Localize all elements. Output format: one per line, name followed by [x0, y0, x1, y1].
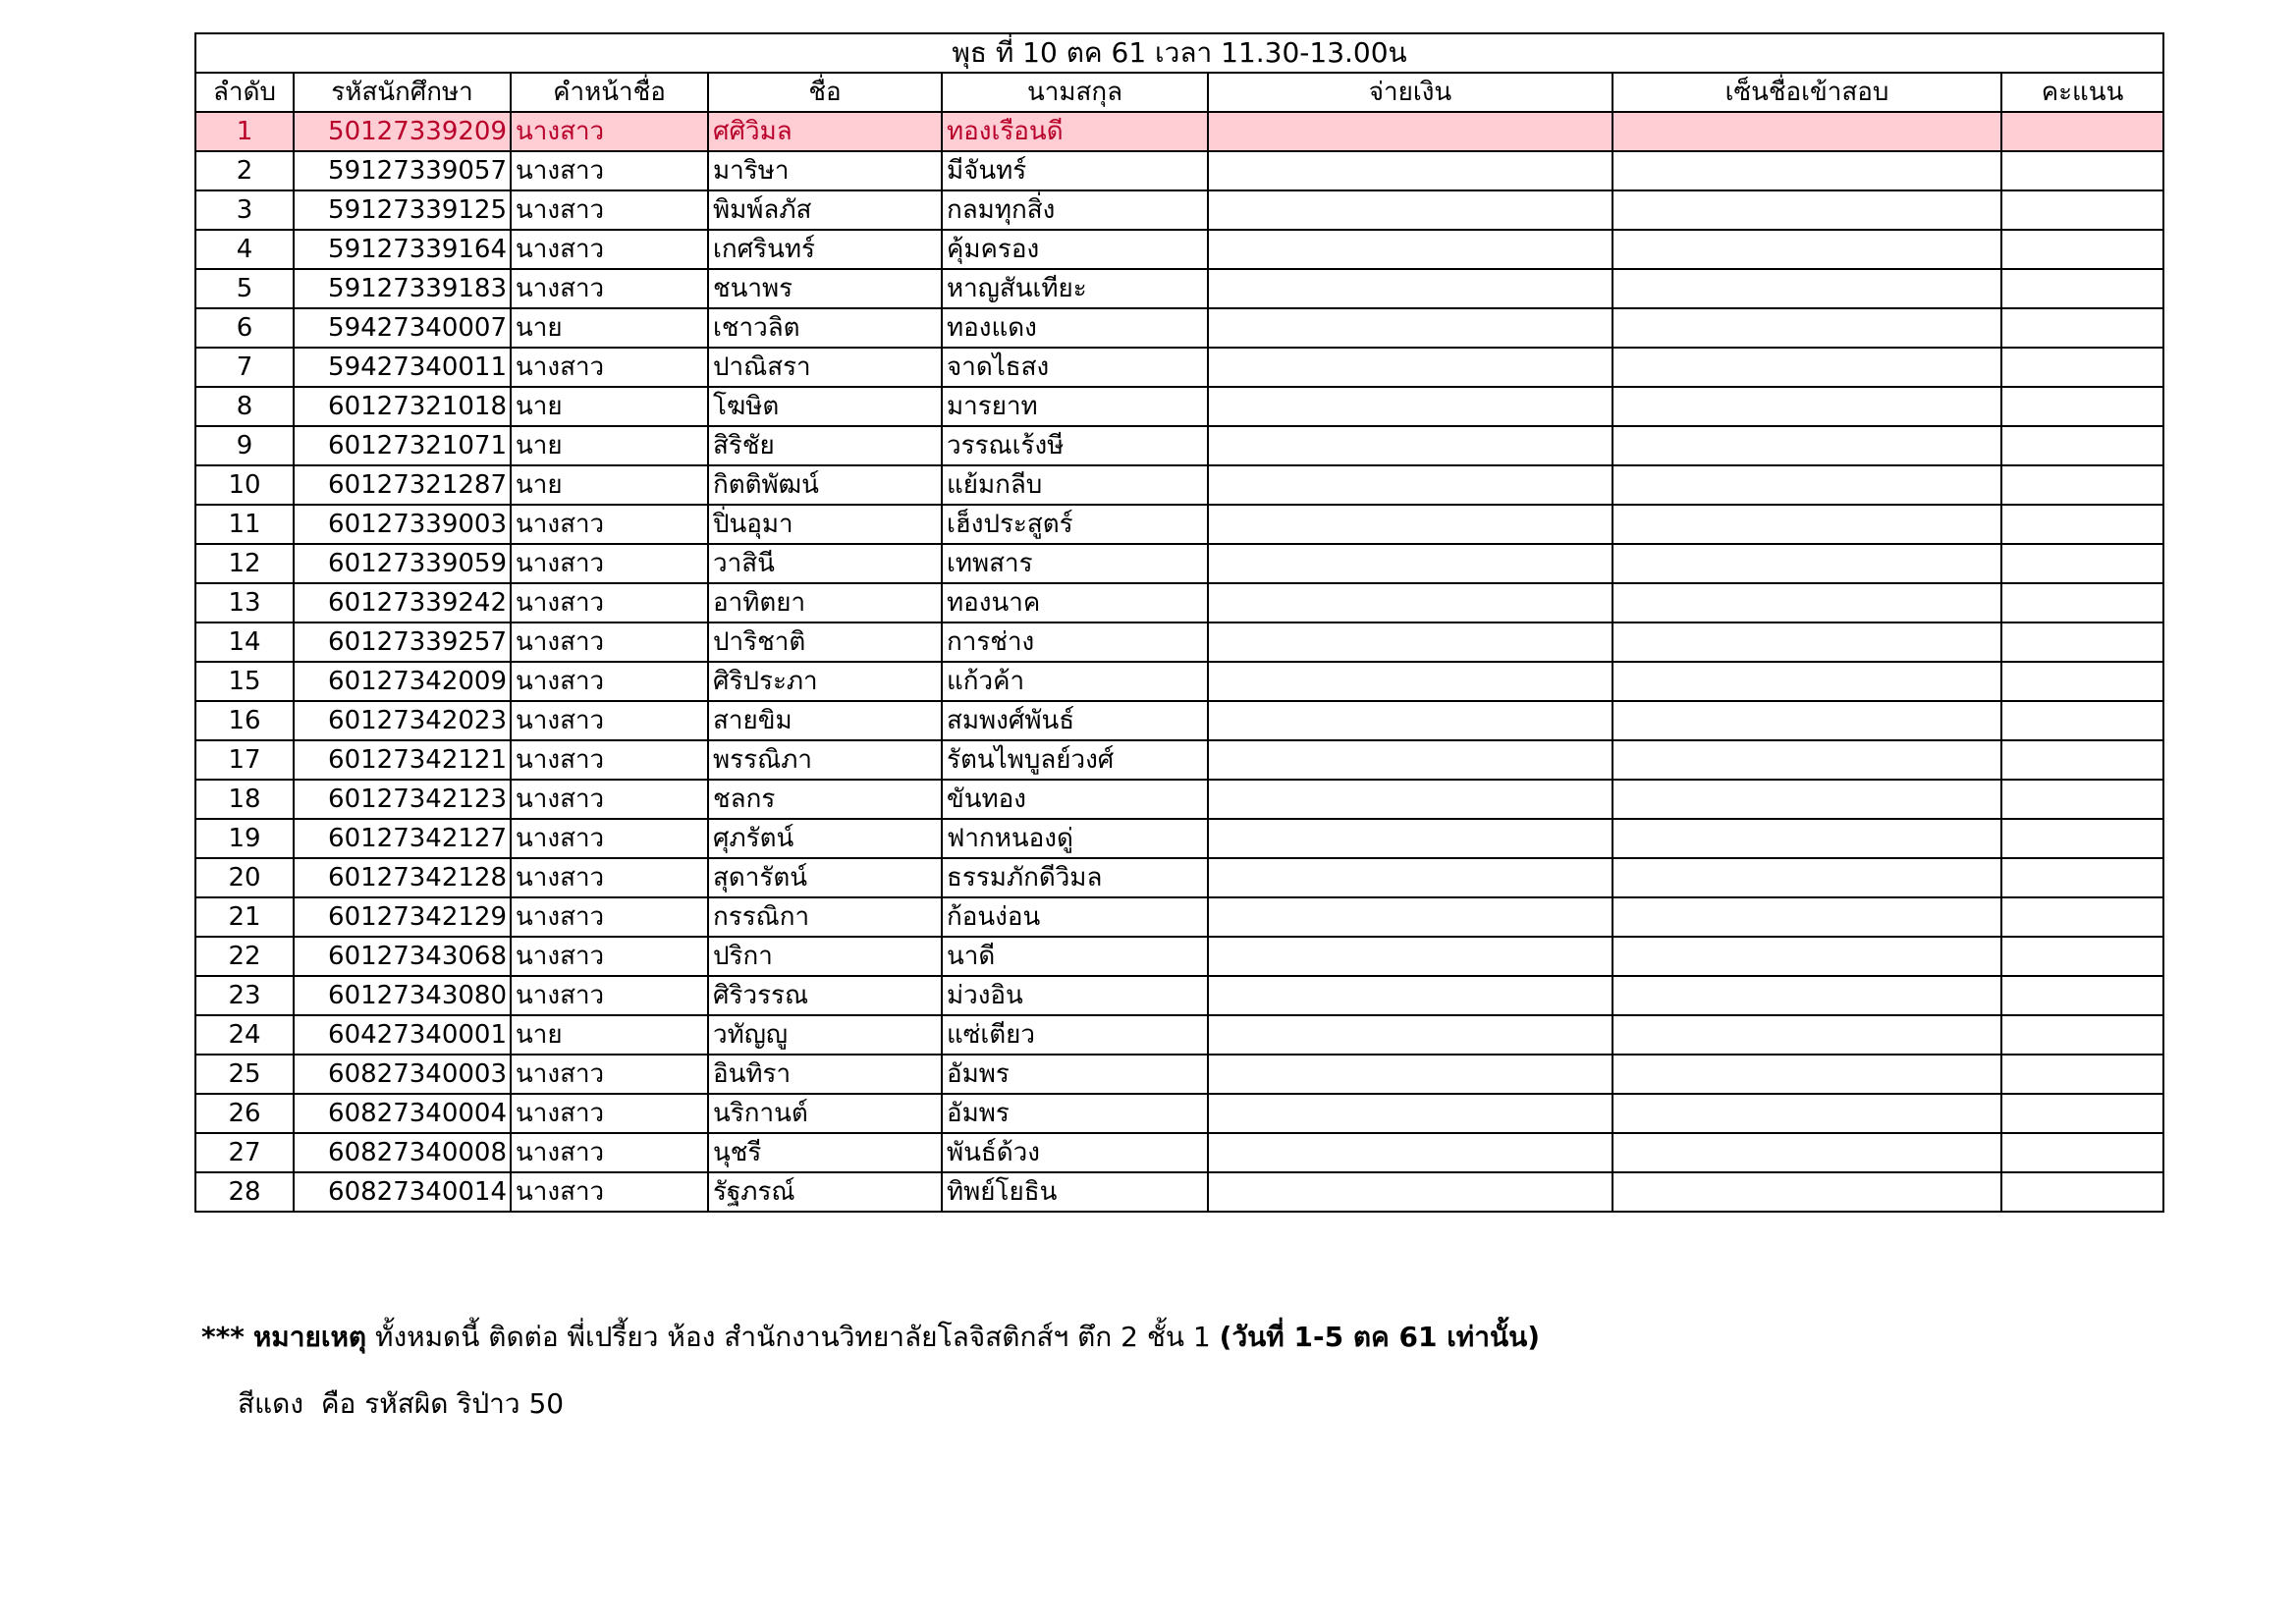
last-name: มีจันทร์	[942, 151, 1208, 190]
score-cell	[2001, 544, 2163, 583]
first-name: ชลกร	[708, 780, 942, 819]
first-name: ชนาพร	[708, 269, 942, 308]
signature-cell	[1613, 1055, 2001, 1094]
name-prefix: นางสาว	[511, 897, 708, 937]
payment-cell	[1208, 897, 1613, 937]
payment-cell	[1208, 544, 1613, 583]
signature-cell	[1613, 858, 2001, 897]
last-name: เทพสาร	[942, 544, 1208, 583]
payment-cell	[1208, 505, 1613, 544]
payment-cell	[1208, 112, 1613, 151]
name-prefix: นาย	[511, 308, 708, 348]
signature-cell	[1613, 269, 2001, 308]
last-name: รัตนไพบูลย์วงศ์	[942, 740, 1208, 780]
student-id: 60827340004	[294, 1094, 511, 1133]
name-prefix: นาย	[511, 465, 708, 505]
payment-cell	[1208, 740, 1613, 780]
table-row	[195, 505, 2163, 544]
table-row	[195, 190, 2163, 230]
payment-cell	[1208, 976, 1613, 1015]
score-cell	[2001, 269, 2163, 308]
exam-roster-table	[194, 32, 2164, 1213]
table-row	[195, 308, 2163, 348]
score-cell	[2001, 623, 2163, 662]
last-name: คุ้มครอง	[942, 230, 1208, 269]
score-cell	[2001, 858, 2163, 897]
student-id: 60827340014	[294, 1172, 511, 1212]
remark-note	[201, 1318, 1540, 1357]
table-row	[195, 858, 2163, 897]
legend-text: คือ รหัสผิด ริป่าว 50	[320, 1387, 565, 1420]
name-prefix: นางสาว	[511, 505, 708, 544]
signature-cell	[1613, 151, 2001, 190]
student-id: 60127343068	[294, 937, 511, 976]
last-name: แซ่เตียว	[942, 1015, 1208, 1055]
payment-cell	[1208, 583, 1613, 623]
row-number: 18	[195, 780, 294, 819]
student-id: 60127343080	[294, 976, 511, 1015]
last-name: อัมพร	[942, 1055, 1208, 1094]
table-row	[195, 387, 2163, 426]
last-name: อัมพร	[942, 1094, 1208, 1133]
score-cell	[2001, 1015, 2163, 1055]
header-prefix: คำหน้าชื่อ	[511, 73, 708, 112]
payment-cell	[1208, 230, 1613, 269]
table-row	[195, 1015, 2163, 1055]
table-row	[195, 937, 2163, 976]
name-prefix: นางสาว	[511, 858, 708, 897]
row-number: 25	[195, 1055, 294, 1094]
last-name: ก้อนง่อน	[942, 897, 1208, 937]
last-name: เฮ็งประสูตร์	[942, 505, 1208, 544]
last-name: ธรรมภักดีวิมล	[942, 858, 1208, 897]
name-prefix: นาย	[511, 1015, 708, 1055]
first-name: กิตติพัฒน์	[708, 465, 942, 505]
color-legend	[238, 1384, 564, 1424]
table-row	[195, 151, 2163, 190]
payment-cell	[1208, 1133, 1613, 1172]
last-name: มารยาท	[942, 387, 1208, 426]
first-name: พิมพ์ลภัส	[708, 190, 942, 230]
student-id: 59127339164	[294, 230, 511, 269]
student-id: 60127339003	[294, 505, 511, 544]
name-prefix: นางสาว	[511, 780, 708, 819]
first-name: เกศรินทร์	[708, 230, 942, 269]
score-cell	[2001, 465, 2163, 505]
first-name: สิริชัย	[708, 426, 942, 465]
last-name: จาดไธสง	[942, 348, 1208, 387]
payment-cell	[1208, 1055, 1613, 1094]
signature-cell	[1613, 819, 2001, 858]
first-name: ศศิวิมล	[708, 112, 942, 151]
row-number: 3	[195, 190, 294, 230]
score-cell	[2001, 740, 2163, 780]
signature-cell	[1613, 465, 2001, 505]
student-id: 60127339242	[294, 583, 511, 623]
name-prefix: นางสาว	[511, 583, 708, 623]
payment-cell	[1208, 151, 1613, 190]
table-row	[195, 976, 2163, 1015]
student-id: 60827340008	[294, 1133, 511, 1172]
roster-body	[195, 112, 2163, 1212]
table-row	[195, 662, 2163, 701]
student-id: 60127339257	[294, 623, 511, 662]
row-number: 16	[195, 701, 294, 740]
name-prefix: นางสาว	[511, 623, 708, 662]
first-name: โฆษิต	[708, 387, 942, 426]
table-row	[195, 426, 2163, 465]
score-cell	[2001, 112, 2163, 151]
payment-cell	[1208, 465, 1613, 505]
table-row	[195, 269, 2163, 308]
payment-cell	[1208, 1015, 1613, 1055]
table-row	[195, 230, 2163, 269]
student-id: 60827340003	[294, 1055, 511, 1094]
student-id: 60127342127	[294, 819, 511, 858]
row-number: 20	[195, 858, 294, 897]
row-number: 14	[195, 623, 294, 662]
table-row	[195, 544, 2163, 583]
score-cell	[2001, 583, 2163, 623]
table-row	[195, 348, 2163, 387]
table-row	[195, 897, 2163, 937]
row-number: 17	[195, 740, 294, 780]
name-prefix: นางสาว	[511, 1055, 708, 1094]
score-cell	[2001, 937, 2163, 976]
row-number: 11	[195, 505, 294, 544]
first-name: ปิ่นอุมา	[708, 505, 942, 544]
first-name: วทัญญู	[708, 1015, 942, 1055]
score-cell	[2001, 151, 2163, 190]
score-cell	[2001, 387, 2163, 426]
row-number: 7	[195, 348, 294, 387]
name-prefix: นางสาว	[511, 1172, 708, 1212]
signature-cell	[1613, 583, 2001, 623]
remark-text: ทั้งหมดนี้ ติดต่อ พี่เปรี้ยว ห้อง สำนักงานวิทยาลัยโลจิสติกส์ฯ ตึก 2 ชั้น 1	[375, 1321, 1211, 1353]
row-number: 15	[195, 662, 294, 701]
last-name: แย้มกลีบ	[942, 465, 1208, 505]
table-row	[195, 112, 2163, 151]
signature-cell	[1613, 112, 2001, 151]
first-name: สุดารัตน์	[708, 858, 942, 897]
first-name: ปาณิสรา	[708, 348, 942, 387]
first-name: อินทิรา	[708, 1055, 942, 1094]
row-number: 1	[195, 112, 294, 151]
name-prefix: นางสาว	[511, 544, 708, 583]
student-id: 60127321287	[294, 465, 511, 505]
student-id: 60127321018	[294, 387, 511, 426]
payment-cell	[1208, 858, 1613, 897]
header-last-name: นามสกุล	[942, 73, 1208, 112]
student-id: 50127339209	[294, 112, 511, 151]
row-number: 13	[195, 583, 294, 623]
table-row	[195, 819, 2163, 858]
name-prefix: นางสาว	[511, 740, 708, 780]
student-id: 60127339059	[294, 544, 511, 583]
signature-cell	[1613, 190, 2001, 230]
signature-cell	[1613, 976, 2001, 1015]
name-prefix: นางสาว	[511, 937, 708, 976]
signature-cell	[1613, 1015, 2001, 1055]
first-name: วาสินี	[708, 544, 942, 583]
score-cell	[2001, 1055, 2163, 1094]
name-prefix: นางสาว	[511, 701, 708, 740]
table-row	[195, 701, 2163, 740]
first-name: รัฐภรณ์	[708, 1172, 942, 1212]
column-header-row	[195, 73, 2163, 112]
signature-cell	[1613, 1133, 2001, 1172]
remark-stars: ***	[201, 1321, 245, 1353]
signature-cell	[1613, 505, 2001, 544]
row-number: 23	[195, 976, 294, 1015]
student-id: 60127342128	[294, 858, 511, 897]
first-name: กรรณิกา	[708, 897, 942, 937]
row-number: 10	[195, 465, 294, 505]
payment-cell	[1208, 701, 1613, 740]
table-row	[195, 465, 2163, 505]
name-prefix: นางสาว	[511, 819, 708, 858]
table-row	[195, 1094, 2163, 1133]
row-number: 21	[195, 897, 294, 937]
first-name: ศิริวรรณ	[708, 976, 942, 1015]
student-id: 59127339057	[294, 151, 511, 190]
row-number: 28	[195, 1172, 294, 1212]
first-name: ศิริประภา	[708, 662, 942, 701]
first-name: พรรณิภา	[708, 740, 942, 780]
signature-cell	[1613, 701, 2001, 740]
last-name: วรรณเร้งษี	[942, 426, 1208, 465]
first-name: อาทิตยา	[708, 583, 942, 623]
first-name: เชาวลิต	[708, 308, 942, 348]
student-id: 60127321071	[294, 426, 511, 465]
signature-cell	[1613, 623, 2001, 662]
name-prefix: นางสาว	[511, 348, 708, 387]
payment-cell	[1208, 308, 1613, 348]
payment-cell	[1208, 387, 1613, 426]
name-prefix: นางสาว	[511, 976, 708, 1015]
score-cell	[2001, 976, 2163, 1015]
student-id: 60127342129	[294, 897, 511, 937]
payment-cell	[1208, 1172, 1613, 1212]
name-prefix: นางสาว	[511, 662, 708, 701]
first-name: มาริษา	[708, 151, 942, 190]
row-number: 12	[195, 544, 294, 583]
payment-cell	[1208, 819, 1613, 858]
student-id: 59427340011	[294, 348, 511, 387]
signature-cell	[1613, 387, 2001, 426]
payment-cell	[1208, 780, 1613, 819]
signature-cell	[1613, 897, 2001, 937]
row-number: 5	[195, 269, 294, 308]
row-number: 19	[195, 819, 294, 858]
last-name: ทองแดง	[942, 308, 1208, 348]
last-name: ทิพย์โยธิน	[942, 1172, 1208, 1212]
row-number: 24	[195, 1015, 294, 1055]
header-payment: จ่ายเงิน	[1208, 73, 1613, 112]
payment-cell	[1208, 662, 1613, 701]
payment-cell	[1208, 623, 1613, 662]
table-row	[195, 1172, 2163, 1212]
table-row	[195, 1055, 2163, 1094]
score-cell	[2001, 308, 2163, 348]
row-number: 9	[195, 426, 294, 465]
signature-cell	[1613, 662, 2001, 701]
name-prefix: นางสาว	[511, 1133, 708, 1172]
header-first-name: ชื่อ	[708, 73, 942, 112]
row-number: 8	[195, 387, 294, 426]
payment-cell	[1208, 190, 1613, 230]
signature-cell	[1613, 426, 2001, 465]
signature-cell	[1613, 740, 2001, 780]
last-name: ทองเรือนดี	[942, 112, 1208, 151]
last-name: กลมทุกสิ่ง	[942, 190, 1208, 230]
name-prefix: นางสาว	[511, 190, 708, 230]
remark-emphasis: (วันที่ 1-5 ตค 61 เท่านั้น)	[1219, 1321, 1541, 1353]
payment-cell	[1208, 426, 1613, 465]
first-name: ศุภรัตน์	[708, 819, 942, 858]
last-name: ขันทอง	[942, 780, 1208, 819]
name-prefix: นางสาว	[511, 269, 708, 308]
score-cell	[2001, 505, 2163, 544]
row-number: 26	[195, 1094, 294, 1133]
student-id: 60127342023	[294, 701, 511, 740]
row-number: 2	[195, 151, 294, 190]
last-name: สมพงศ์พันธ์	[942, 701, 1208, 740]
header-no: ลำดับ	[195, 73, 294, 112]
score-cell	[2001, 230, 2163, 269]
name-prefix: นางสาว	[511, 112, 708, 151]
signature-cell	[1613, 780, 2001, 819]
signature-cell	[1613, 1172, 2001, 1212]
table-row	[195, 1133, 2163, 1172]
first-name: นุชรี	[708, 1133, 942, 1172]
score-cell	[2001, 1172, 2163, 1212]
legend-color-word: สีแดง	[238, 1387, 303, 1420]
header-student-id: รหัสนักศึกษา	[294, 73, 511, 112]
signature-cell	[1613, 308, 2001, 348]
first-name: สายขิม	[708, 701, 942, 740]
first-name: ปริกา	[708, 937, 942, 976]
last-name: ฟากหนองดู่	[942, 819, 1208, 858]
payment-cell	[1208, 269, 1613, 308]
name-prefix: นางสาว	[511, 230, 708, 269]
table-row	[195, 583, 2163, 623]
signature-cell	[1613, 230, 2001, 269]
signature-cell	[1613, 937, 2001, 976]
last-name: แก้วค้า	[942, 662, 1208, 701]
score-cell	[2001, 1094, 2163, 1133]
student-id: 60127342009	[294, 662, 511, 701]
last-name: หาญสันเทียะ	[942, 269, 1208, 308]
row-number: 27	[195, 1133, 294, 1172]
table-row	[195, 740, 2163, 780]
first-name: ปาริชาติ	[708, 623, 942, 662]
student-id: 60127342121	[294, 740, 511, 780]
name-prefix: นาย	[511, 387, 708, 426]
payment-cell	[1208, 1094, 1613, 1133]
last-name: ทองนาค	[942, 583, 1208, 623]
score-cell	[2001, 426, 2163, 465]
row-number: 6	[195, 308, 294, 348]
score-cell	[2001, 1133, 2163, 1172]
header-signature: เซ็นชื่อเข้าสอบ	[1613, 73, 2001, 112]
signature-cell	[1613, 544, 2001, 583]
payment-cell	[1208, 937, 1613, 976]
student-id: 59427340007	[294, 308, 511, 348]
signature-cell	[1613, 348, 2001, 387]
header-score: คะแนน	[2001, 73, 2163, 112]
score-cell	[2001, 190, 2163, 230]
last-name: ม่วงอิน	[942, 976, 1208, 1015]
remark-label: หมายเหตุ	[252, 1321, 367, 1353]
score-cell	[2001, 897, 2163, 937]
first-name: นริกานต์	[708, 1094, 942, 1133]
last-name: นาดี	[942, 937, 1208, 976]
score-cell	[2001, 819, 2163, 858]
table-row	[195, 780, 2163, 819]
score-cell	[2001, 780, 2163, 819]
exam-session-title: พุธ ที่ 10 ตค 61 เวลา 11.30-13.00น	[195, 33, 2163, 73]
signature-cell	[1613, 1094, 2001, 1133]
student-id: 59127339125	[294, 190, 511, 230]
score-cell	[2001, 701, 2163, 740]
score-cell	[2001, 662, 2163, 701]
name-prefix: นางสาว	[511, 1094, 708, 1133]
student-id: 60127342123	[294, 780, 511, 819]
student-id: 60427340001	[294, 1015, 511, 1055]
row-number: 4	[195, 230, 294, 269]
row-number: 22	[195, 937, 294, 976]
name-prefix: นางสาว	[511, 151, 708, 190]
name-prefix: นาย	[511, 426, 708, 465]
student-id: 59127339183	[294, 269, 511, 308]
table-row	[195, 623, 2163, 662]
score-cell	[2001, 348, 2163, 387]
last-name: พันธ์ด้วง	[942, 1133, 1208, 1172]
payment-cell	[1208, 348, 1613, 387]
last-name: การช่าง	[942, 623, 1208, 662]
